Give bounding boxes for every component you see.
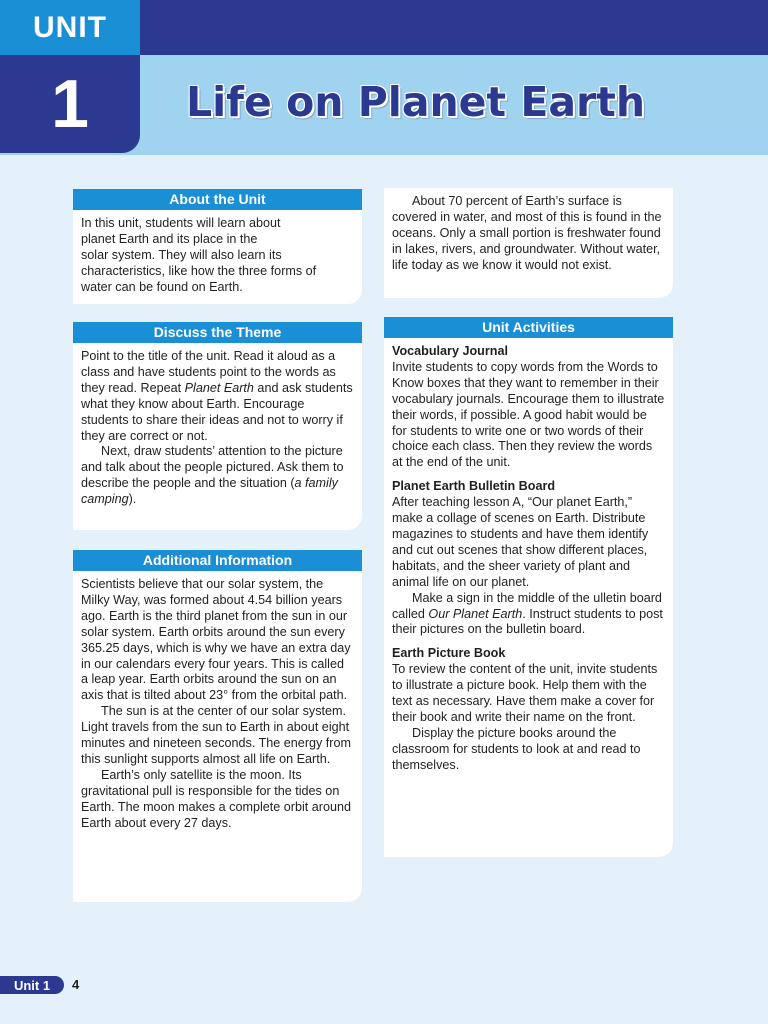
water-info-box bbox=[384, 188, 673, 298]
additional-paragraph-3: Earth’s only satellite is the moon. Its gravitational pull is responsible for the tides on Earth. The moon makes a complete orbit around Earth about every 27 days. bbox=[81, 767, 351, 830]
unit-label: UNIT bbox=[0, 0, 140, 55]
unit-number: 1 bbox=[0, 55, 140, 153]
additional-paragraph-1: Scientists believe that our solar system, the Milky Way, was formed about 4.54 billion years ago. Earth is the third planet from the sun in our solar system. Earth orbits around the sun every 365.25 days, which is why we have an extra day in our calendars every four years. This is called a leap year. Earth orbits around the sun on an axis that is tilted about 23° from the orbital path. bbox=[81, 577, 351, 703]
additional-paragraph-2: The sun is at the center of our solar system. Light travels from the sun to Earth in about eight minutes and nineteen seconds. The energy from this sunlight supports almost all life on Earth. bbox=[81, 704, 351, 766]
discuss-paragraph-1: Point to the title of the unit. Read it aloud as a class and have students point to the words as they read. Repeat Planet Earth and ask students what they know about Earth. Encourage students to share their ideas and not to worry if they are correct or not. bbox=[81, 349, 353, 443]
bulletin-board-paragraph-2: Make a sign in the middle of the ulletin board called Our Planet Earth. Instruct students to post their pictures on the bulletin board. bbox=[392, 590, 663, 637]
footer-unit-tab: Unit 1 bbox=[0, 976, 64, 994]
vocabulary-journal-title: Vocabulary Journal bbox=[392, 344, 508, 358]
header-top-band bbox=[140, 0, 768, 55]
additional-information-heading: Additional Information bbox=[73, 550, 362, 571]
unit-activities-box bbox=[384, 317, 673, 857]
page-number: 4 bbox=[72, 977, 80, 992]
additional-information-box bbox=[73, 550, 362, 902]
about-the-unit-heading: About the Unit bbox=[73, 189, 362, 210]
vocabulary-journal-text: Invite students to copy words from the Words to Know boxes that they want to remember in their vocabulary journals. Encourage them to illustrate their words, if possible. A good habit would be for students to write one or two words of their choice each class. Then they review the words at the end of the unit. bbox=[392, 359, 665, 470]
bulletin-board-paragraph-1: After teaching lesson A, “Our planet Earth,” make a collage of scenes on Earth. Distribute magazines to students and have them identify and cut out scenes that show different places, habitats, and the sheer variety of plant and animal life on our planet. bbox=[392, 495, 649, 589]
picture-book-paragraph-2: Display the picture books around the classroom for students to look at and read to themselves. bbox=[392, 725, 641, 772]
bulletin-board-title: Planet Earth Bulletin Board bbox=[392, 479, 556, 494]
water-paragraph: About 70 percent of Earth’s surface is covered in water, and most of this is found in the oceans. Only a small portion is freshwater found in lakes, rivers, and groundwater. Without water, life today as we know it would not exist. bbox=[392, 194, 662, 272]
picture-book-title: Earth Picture Book bbox=[392, 646, 506, 661]
page-title: Life on Planet Earth bbox=[186, 78, 646, 126]
picture-book-paragraph-1: To review the content of the unit, invite students to illustrate a picture book. Help them with the text as necessary. Have them make a cover for their book and write their name on the front. bbox=[392, 662, 658, 724]
discuss-the-theme-box bbox=[73, 322, 362, 530]
unit-activities-heading: Unit Activities bbox=[384, 317, 673, 338]
discuss-the-theme-heading: Discuss the Theme bbox=[73, 322, 362, 343]
discuss-paragraph-2: Next, draw students’ attention to the picture and talk about the people pictured. Ask them to describe the people and the situation (a family camping). bbox=[81, 444, 344, 507]
about-the-unit-text: In this unit, students will learn about planet Earth and its place in the solar system. They will also learn its characteristics, like how the three forms of water can be found on Earth. bbox=[81, 216, 317, 294]
about-the-unit-box bbox=[73, 189, 362, 304]
